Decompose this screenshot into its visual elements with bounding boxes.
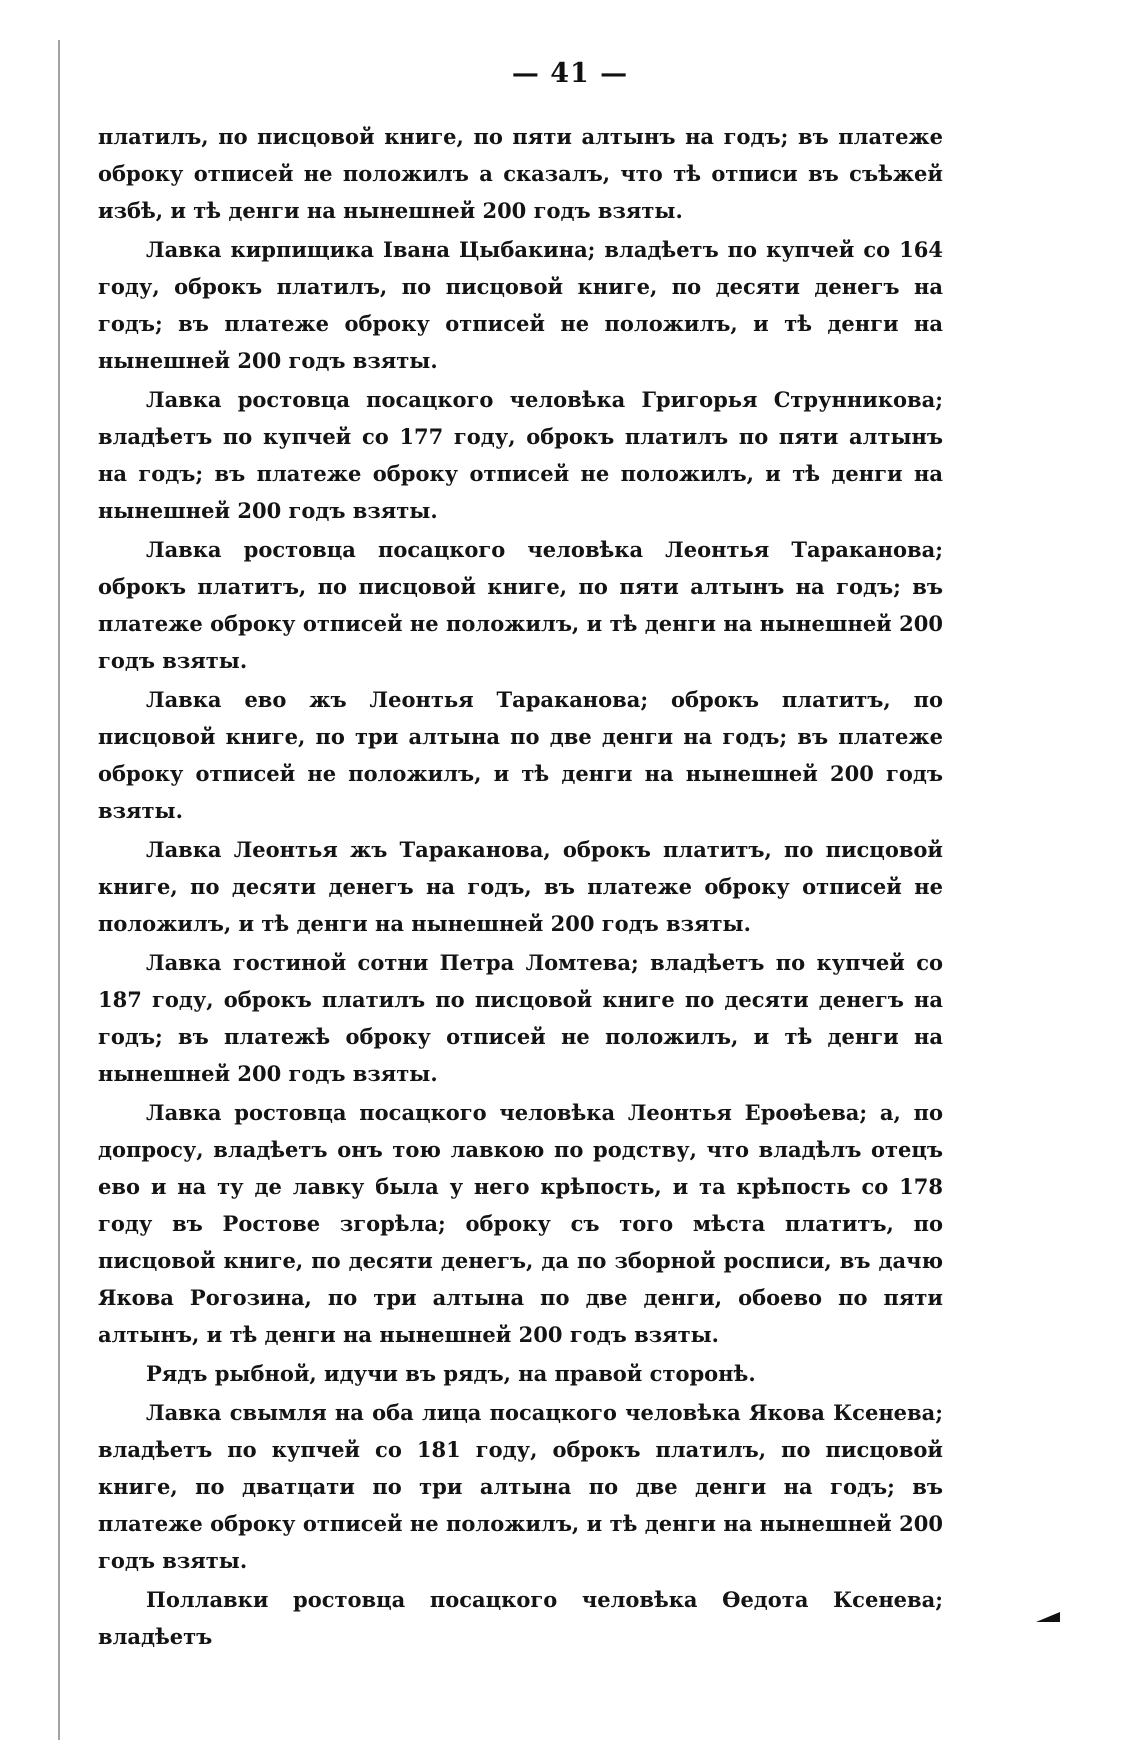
binding-edge-line	[58, 40, 60, 1740]
paragraph-shop-tarakanov-3: Лавка Леонтья жъ Тараканова, оброкъ платитъ, по писцовой книге, по десяти денегъ на годъ, въ платеже оброку отписей не положилъ, и тѣ денги на нынешней 200 годъ взяты.	[98, 837, 943, 936]
paragraph-shop-ksenev-fedot: Поллавки ростовца посацкого человѣка Ѳедота Ксенева; владѣетъ	[98, 1587, 943, 1649]
paragraph-shop-tsybakin: Лавка кирпищика Івана Цыбакина; владѣетъ по купчей со 164 году, оброкъ платилъ, по писцовой книге, по десяти денегъ на годъ; въ платеже оброку отписей не положилъ, и тѣ денги на нынешней 200 годъ взяты.	[98, 237, 943, 373]
paragraph-shop-ksenev-yakov: Лавка свымля на оба лица посацкого человѣка Якова Ксенева; владѣетъ по купчей со 181 году, оброкъ платилъ, по писцовой книге, по дватцати по три алтына по две денги на годъ; въ платеже оброку отписей не положилъ, и тѣ денги на нынешней 200 годъ взяты.	[98, 1400, 943, 1573]
paragraph-continuation: платилъ, по писцовой книге, по пяти алтынъ на годъ; въ платеже оброку отписей не положилъ а сказалъ, что тѣ отписи въ съѣжей избѣ, и тѣ денги на нынешней 200 годъ взяты.	[98, 124, 943, 223]
print-mark	[1036, 1612, 1060, 1622]
page-number: — 41 —	[511, 58, 629, 89]
paragraph-shop-tarakanov-1: Лавка ростовца посацкого человѣка Леонтья Тараканова; оброкъ платитъ, по писцовой книге, по пяти алтынъ на годъ; въ платеже оброку отписей не положилъ, и тѣ денги на нынешней 200 годъ взяты.	[98, 537, 943, 673]
paragraph-shop-strunnikov: Лавка ростовца посацкого человѣка Григорья Струнникова; владѣетъ по купчей со 177 году, оброкъ платилъ по пяти алтынъ на годъ; въ платеже оброку отписей не положилъ, и тѣ денги на нынешней 200 годъ взяты.	[98, 387, 943, 523]
body-text	[98, 118, 943, 1657]
paragraph-shop-eroteev: Лавка ростовца посацкого человѣка Леонтья Ероѳѣева; а, по допросу, владѣетъ онъ тою лавкою по родству, что владѣлъ отецъ ево и на ту де лавку была у него крѣпость, и та крѣпость со 178 году въ Ростове згорѣла; оброку съ того мѣста платитъ, по писцовой книге, по десяти денегъ, да по зборной росписи, въ дачю Якова Рогозина, по три алтына по две денги, обоево по пяти алтынъ, и тѣ денги на нынешней 200 годъ взяты.	[98, 1100, 943, 1347]
paragraph-shop-lomtev: Лавка гостиной сотни Петра Ломтева; владѣетъ по купчей со 187 году, оброкъ платилъ по писцовой книге по десяти денегъ на годъ; въ платежѣ оброку отписей не положилъ, и тѣ денги на нынешней 200 годъ взяты.	[98, 950, 943, 1086]
paragraph-fish-row-heading: Рядъ рыбной, идучи въ рядъ, на правой сторонѣ.	[146, 1361, 756, 1386]
paragraph-shop-tarakanov-2: Лавка ево жъ Леонтья Тараканова; оброкъ платитъ, по писцовой книге, по три алтына по две денги на годъ; въ платеже оброку отписей не положилъ, и тѣ денги на нынешней 200 годъ взяты.	[98, 687, 943, 823]
